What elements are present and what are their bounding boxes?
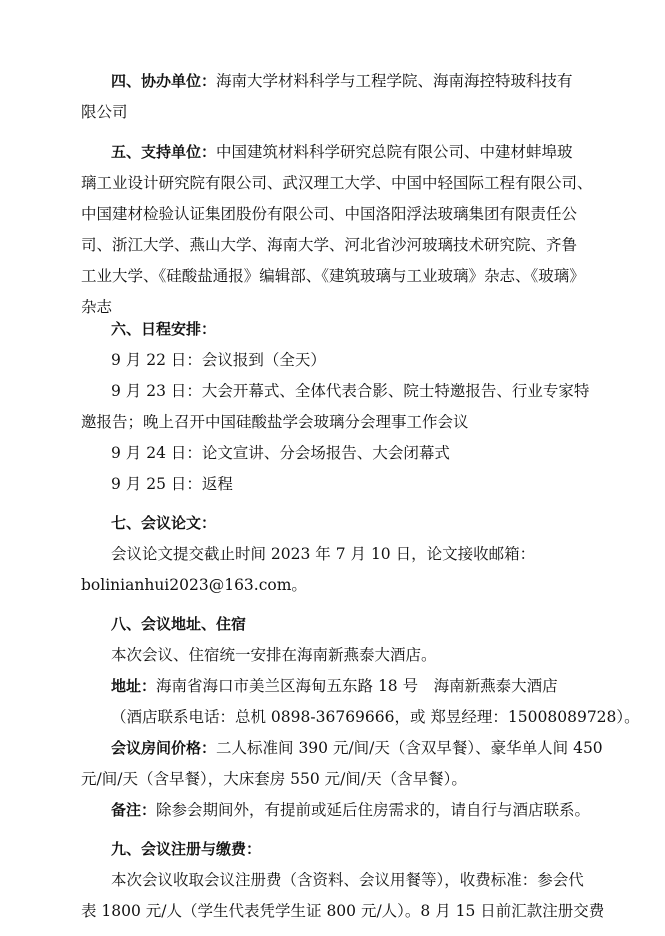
note-text: 除参会期间外，有提前或延后住房需求的，请自行与酒店联系。 xyxy=(156,801,591,819)
section-6-heading: 六、日程安排： xyxy=(111,320,217,338)
section-5-line-3: 中国建材检验认证集团股份有限公司、中国洛阳浮法玻璃集团有限责任公 xyxy=(81,205,578,223)
section-5-line-1 xyxy=(111,137,591,168)
address-text: 海南省海口市美兰区海甸五东路 18 号 海南新燕泰大酒店 xyxy=(156,677,558,695)
section-8-intro: 本次会议、住宿统一安排在海南新燕泰大酒店。 xyxy=(111,646,437,664)
room-price-text: 二人标准间 390 元/间/天（含双早餐）、豪华单人间 450 xyxy=(216,739,603,757)
section-4-line-2: 限公司 xyxy=(81,103,128,121)
section-9-line-1: 本次会议收取会议注册费（含资料、会议用餐等），收费标准：参会代 xyxy=(111,871,584,889)
section-5-heading: 五、支持单位： xyxy=(111,143,217,161)
section-8-address xyxy=(111,671,591,702)
hotel-phone: （酒店联系电话：总机 0898-36769666，或 郑昱经理：15008089728）。 xyxy=(111,708,640,726)
section-5-line-6: 杂志 xyxy=(81,298,113,316)
section-4-line-1 xyxy=(111,66,591,97)
section-5-line-5: 工业大学、《硅酸盐通报》编辑部、《建筑玻璃与工业玻璃》杂志、《玻璃》 xyxy=(81,267,585,285)
room-price-line-1 xyxy=(111,733,603,764)
address-label: 地址： xyxy=(111,677,157,695)
section-4-heading: 四、协办单位： xyxy=(111,72,217,90)
section-4-text: 海南大学材料科学与工程学院、海南海控特玻科技有 xyxy=(216,72,573,90)
section-7-line-1: 会议论文提交截止时间 2023 年 7 月 10 日，论文接收邮箱： xyxy=(111,545,536,563)
schedule-day-24: 9 月 24 日：论文宣讲、分会场报告、大会闭幕式 xyxy=(111,444,450,462)
section-5-line-2: 璃工业设计研究院有限公司、武汉理工大学、中国中轻国际工程有限公司、 xyxy=(81,174,593,192)
section-7-email: bolinianhui2023@163.com。 xyxy=(81,576,307,594)
schedule-day-25: 9 月 25 日：返程 xyxy=(111,475,233,493)
section-5-text: 中国建筑材料科学研究总院有限公司、中建材蚌埠玻 xyxy=(216,143,573,161)
section-5-line-4: 司、浙江大学、燕山大学、海南大学、河北省沙河玻璃技术研究院、齐鲁 xyxy=(81,236,578,254)
note-label: 备注： xyxy=(111,801,157,819)
schedule-day-22: 9 月 22 日：会议报到（全天） xyxy=(111,351,326,369)
schedule-day-23-line-2: 邀报告；晚上召开中国硅酸盐学会玻璃分会理事工作会议 xyxy=(81,413,469,431)
section-9-heading: 九、会议注册与缴费： xyxy=(111,840,262,858)
note-line xyxy=(111,795,591,826)
room-price-line-2: 元/间/天（含早餐），大床套房 550 元/间/天（含早餐）。 xyxy=(81,770,467,788)
schedule-day-23-line-1: 9 月 23 日：大会开幕式、全体代表合影、院士特邀报告、行业专家特 xyxy=(111,382,590,400)
section-9-line-2: 表 1800 元/人（学生代表凭学生证 800 元/人）。8 月 15 日前汇款注册交费 xyxy=(81,902,605,920)
section-8-heading: 八、会议地址、住宿 xyxy=(111,615,247,633)
room-price-label: 会议房间价格： xyxy=(111,739,217,757)
section-7-heading: 七、会议论文： xyxy=(111,514,217,532)
